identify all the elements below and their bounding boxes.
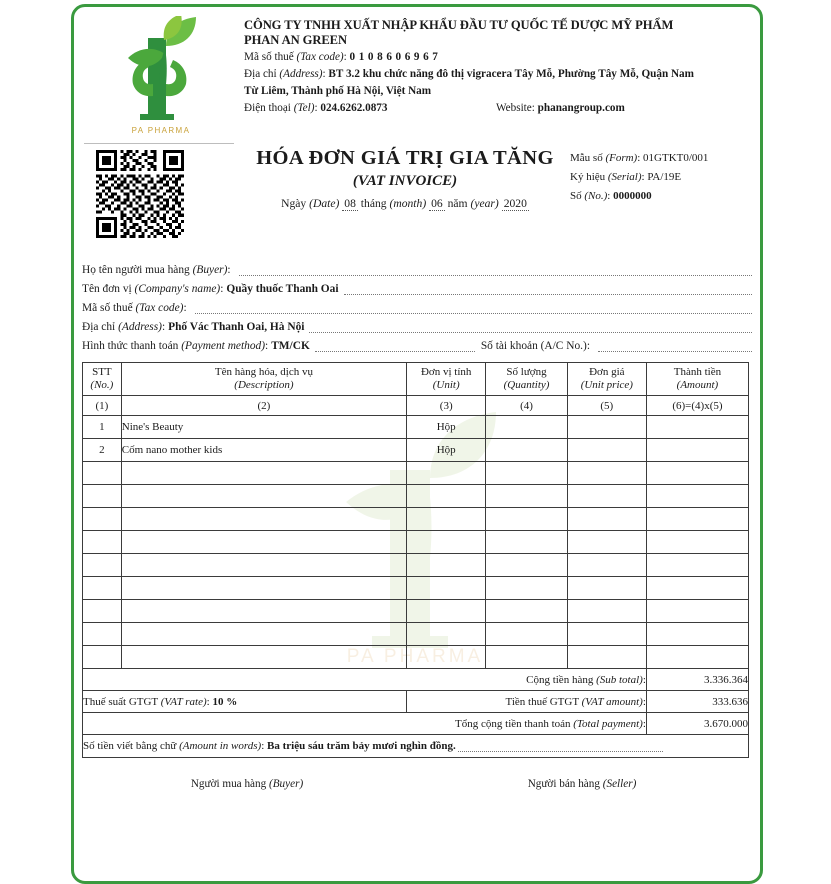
empty-cell bbox=[121, 508, 406, 531]
words-label-en: (Amount in words) bbox=[179, 740, 262, 752]
buyer-payment-fill bbox=[315, 338, 475, 352]
company-website-label: Website: bbox=[496, 102, 535, 114]
year-label-en: (year) bbox=[470, 197, 499, 210]
words-label-vi: Số tiền viết bằng chữ bbox=[83, 740, 177, 752]
month-label-en: (month) bbox=[389, 197, 427, 210]
company-address-line2: Từ Liêm, Thành phố Hà Nội, Việt Nam bbox=[244, 85, 432, 97]
vat-rate-label-en: (VAT rate) bbox=[160, 695, 207, 708]
subtotal-label-en: (Sub total) bbox=[596, 673, 643, 686]
buyer-name-row[interactable] bbox=[82, 257, 752, 276]
meta-no-label-vi: Số bbox=[570, 190, 582, 202]
empty-cell bbox=[646, 646, 748, 669]
invoice-line-items-table bbox=[82, 362, 749, 758]
company-logo bbox=[82, 16, 240, 135]
vat-amount-label-vi: Tiền thuế GTGT bbox=[505, 695, 579, 708]
empty-cell bbox=[121, 623, 406, 646]
meta-no-row: Số (No.): 0000000 bbox=[570, 190, 652, 202]
empty-cell bbox=[486, 646, 567, 669]
total-payment-row bbox=[83, 713, 749, 735]
row-2-unit-price bbox=[567, 439, 646, 462]
empty-cell bbox=[83, 623, 122, 646]
signature-buyer-en: (Buyer) bbox=[269, 778, 304, 790]
meta-serial-label-vi: Ký hiệu bbox=[570, 171, 606, 183]
empty-cell bbox=[407, 600, 486, 623]
empty-cell bbox=[83, 600, 122, 623]
signature-buyer bbox=[82, 778, 412, 790]
empty-cell bbox=[83, 554, 122, 577]
words-value: Ba triệu sáu trăm bảy mươi nghìn đồng. bbox=[267, 740, 456, 752]
row-2-no: 2 bbox=[83, 439, 122, 462]
table-row[interactable] bbox=[83, 462, 749, 485]
empty-cell bbox=[486, 485, 567, 508]
empty-cell bbox=[567, 485, 646, 508]
empty-cell bbox=[646, 531, 748, 554]
buyer-payment-label-en: (Payment method) bbox=[181, 340, 266, 352]
invoice-date-line bbox=[240, 197, 570, 210]
header-unit-price bbox=[567, 363, 646, 396]
invoice-title-group bbox=[240, 141, 570, 243]
table-row[interactable] bbox=[83, 600, 749, 623]
table-column-numbering-row bbox=[83, 396, 749, 416]
date-month-value: 06 bbox=[431, 197, 443, 210]
empty-cell bbox=[646, 600, 748, 623]
total-payment-label: Tổng cộng tiền thanh toán (Total payment): bbox=[83, 713, 647, 735]
header-quantity-en: (Quantity) bbox=[503, 379, 550, 391]
table-row[interactable] bbox=[83, 577, 749, 600]
company-tax-value: 0108606967 bbox=[349, 51, 442, 63]
header-quantity-vi: Số lượng bbox=[506, 366, 547, 378]
date-year-value: 2020 bbox=[503, 197, 527, 210]
table-row[interactable] bbox=[83, 554, 749, 577]
empty-cell bbox=[646, 577, 748, 600]
empty-cell bbox=[121, 646, 406, 669]
amount-in-words-cell: Số tiền viết bằng chữ (Amount in words): Ba triệu sáu trăm bảy mươi nghìn đồng. bbox=[83, 735, 749, 758]
buyer-account-label-vi: Số tài khoản bbox=[480, 340, 538, 352]
table-row[interactable] bbox=[83, 646, 749, 669]
buyer-account-label-en: (A/C No.) bbox=[540, 340, 587, 352]
company-address-row: Địa chỉ (Address): BT 3.2 khu chức năng đô thị vigracera Tây Mỗ, Phường Tây Mỗ, Quận Nam bbox=[244, 68, 694, 80]
invoice-title-vi: HÓA ĐƠN GIÁ TRỊ GIA TĂNG bbox=[256, 147, 554, 169]
header-unit bbox=[407, 363, 486, 396]
total-label-vi: Tổng cộng tiền thanh toán bbox=[455, 717, 571, 730]
empty-cell bbox=[121, 577, 406, 600]
colnum-5: (5) bbox=[567, 396, 646, 416]
table-row[interactable] bbox=[83, 439, 749, 462]
buyer-payment-row[interactable] bbox=[82, 333, 752, 352]
company-tax-label-en: (Tax code) bbox=[296, 51, 344, 63]
empty-cell bbox=[486, 554, 567, 577]
meta-serial-label-en: (Serial) bbox=[607, 171, 642, 183]
meta-form-label-vi: Mẫu số bbox=[570, 152, 603, 164]
total-payment-value: 3.670.000 bbox=[646, 713, 748, 735]
company-tel-label-en: (Tel) bbox=[293, 102, 315, 114]
colnum-2: (2) bbox=[121, 396, 406, 416]
empty-cell bbox=[407, 554, 486, 577]
company-website-value: phanangroup.com bbox=[537, 102, 625, 114]
header-amount-vi: Thành tiền bbox=[673, 366, 722, 378]
logo-caption: PA PHARMA bbox=[131, 126, 191, 135]
header-unit-vi: Đơn vị tính bbox=[420, 366, 472, 378]
buyer-address-fill bbox=[309, 319, 752, 333]
empty-cell bbox=[83, 577, 122, 600]
buyer-name-label: Họ tên người mua hàng (Buyer): bbox=[82, 264, 231, 276]
month-label-vi: tháng bbox=[360, 197, 387, 210]
qr-code bbox=[96, 150, 240, 243]
date-day-value: 08 bbox=[344, 197, 356, 210]
buyer-company-value: Quầy thuốc Thanh Oai bbox=[226, 283, 339, 295]
header-description bbox=[121, 363, 406, 396]
buyer-company-row[interactable] bbox=[82, 276, 752, 295]
watermark-caption: PA PHARMA bbox=[346, 646, 484, 667]
qr-code-icon bbox=[96, 150, 184, 238]
company-contact-row bbox=[244, 100, 752, 116]
buyer-company-label: Tên đơn vị (Company's name): bbox=[82, 283, 224, 295]
empty-cell bbox=[486, 600, 567, 623]
buyer-information bbox=[82, 257, 752, 352]
signature-seller-en: (Seller) bbox=[602, 778, 637, 790]
company-website-group bbox=[496, 100, 625, 116]
meta-form-value: 01GTKT0/001 bbox=[643, 152, 709, 164]
company-tel-value: 024.6262.0873 bbox=[320, 102, 388, 114]
colnum-6: (6)=(4)x(5) bbox=[646, 396, 748, 416]
buyer-name-label-en: (Buyer) bbox=[192, 264, 228, 276]
signature-seller-vi: Người bán hàng bbox=[527, 778, 600, 790]
table-row[interactable] bbox=[83, 485, 749, 508]
buyer-tax-fill bbox=[195, 300, 752, 314]
buyer-payment-label: Hình thức thanh toán (Payment method): bbox=[82, 340, 269, 352]
row-1-unit: Hộp bbox=[407, 416, 486, 439]
empty-cell bbox=[646, 462, 748, 485]
row-1-no: 1 bbox=[83, 416, 122, 439]
buyer-address-label-vi: Địa chỉ bbox=[82, 321, 116, 333]
buyer-address-value: Phố Vác Thanh Oai, Hà Nội bbox=[168, 321, 305, 333]
signature-section bbox=[82, 778, 752, 790]
buyer-account-label: Số tài khoản (A/C No.): bbox=[480, 340, 590, 352]
invoice-meta bbox=[570, 141, 752, 243]
empty-cell bbox=[407, 623, 486, 646]
buyer-address-label-en: (Address) bbox=[118, 321, 162, 333]
empty-cell bbox=[567, 554, 646, 577]
table-empty-rows bbox=[83, 462, 749, 669]
invoice-document bbox=[82, 10, 752, 820]
buyer-tax-label-vi: Mã số thuế bbox=[82, 302, 133, 314]
vat-rate-cell: Thuế suất GTGT (VAT rate): 10 % bbox=[83, 691, 407, 713]
header-description-en: (Description) bbox=[234, 379, 294, 391]
company-info bbox=[240, 10, 752, 135]
vat-amount-label: Tiền thuế GTGT (VAT amount): bbox=[407, 691, 647, 713]
empty-cell bbox=[567, 531, 646, 554]
vat-amount-value: 333.636 bbox=[646, 691, 748, 713]
row-2-description: Cốm nano mother kids bbox=[121, 439, 406, 462]
row-1-quantity bbox=[486, 416, 567, 439]
empty-cell bbox=[121, 600, 406, 623]
empty-cell bbox=[567, 577, 646, 600]
empty-cell bbox=[646, 485, 748, 508]
buyer-company-label-vi: Tên đơn vị bbox=[82, 283, 132, 295]
subtotal-row bbox=[83, 669, 749, 691]
buyer-tax-label: Mã số thuế (Tax code): bbox=[82, 302, 187, 314]
header-unit-price-vi: Đơn giá bbox=[589, 366, 625, 378]
empty-cell bbox=[407, 646, 486, 669]
empty-cell bbox=[567, 462, 646, 485]
invoice-title-en: (VAT INVOICE) bbox=[352, 173, 458, 189]
buyer-company-label-en: (Company's name) bbox=[134, 283, 221, 295]
buyer-account-fill bbox=[598, 338, 752, 352]
row-2-unit: Hộp bbox=[407, 439, 486, 462]
empty-cell bbox=[407, 577, 486, 600]
buyer-payment-value: TM/CK bbox=[271, 340, 310, 352]
header-quantity bbox=[486, 363, 567, 396]
year-label-vi: năm bbox=[447, 197, 468, 210]
empty-cell bbox=[567, 508, 646, 531]
empty-cell bbox=[121, 531, 406, 554]
vat-amount-label-en: (VAT amount) bbox=[581, 695, 643, 708]
buyer-company-fill bbox=[344, 281, 752, 295]
company-address-row2 bbox=[244, 83, 752, 99]
empty-cell bbox=[486, 531, 567, 554]
buyer-address-row[interactable] bbox=[82, 314, 752, 333]
empty-cell bbox=[646, 508, 748, 531]
vat-row bbox=[83, 691, 749, 713]
qr-divider bbox=[84, 143, 234, 144]
vat-rate-label-vi: Thuế suất GTGT bbox=[83, 695, 158, 708]
empty-cell bbox=[486, 462, 567, 485]
header-no bbox=[83, 363, 122, 396]
empty-cell bbox=[83, 485, 122, 508]
empty-cell bbox=[567, 600, 646, 623]
row-1-description: Nine's Beauty bbox=[121, 416, 406, 439]
pa-pharma-leaf-hand-icon bbox=[118, 16, 204, 120]
signature-seller bbox=[412, 778, 752, 790]
row-1-amount bbox=[646, 416, 748, 439]
table-row[interactable] bbox=[83, 416, 749, 439]
empty-cell bbox=[407, 531, 486, 554]
empty-cell bbox=[567, 623, 646, 646]
empty-cell bbox=[646, 623, 748, 646]
company-address-line1: BT 3.2 khu chức năng đô thị vigracera Tây Mỗ, Phường Tây Mỗ, Quận Nam bbox=[328, 68, 694, 80]
buyer-name-label-vi: Họ tên người mua hàng bbox=[82, 264, 190, 276]
buyer-name-fill bbox=[239, 262, 752, 276]
colnum-4: (4) bbox=[486, 396, 567, 416]
header-amount bbox=[646, 363, 748, 396]
header-unit-price-en: (Unit price) bbox=[580, 379, 633, 391]
empty-cell bbox=[567, 646, 646, 669]
colnum-3: (3) bbox=[407, 396, 486, 416]
meta-no-value: 0000000 bbox=[613, 190, 652, 202]
vat-rate-value: 10 % bbox=[212, 695, 238, 708]
row-2-amount bbox=[646, 439, 748, 462]
table-row[interactable] bbox=[83, 508, 749, 531]
company-name-line1: CÔNG TY TNHH XUẤT NHẬP KHẨU ĐẦU TƯ QUỐC TẾ DƯỢC MỸ PHẨM bbox=[244, 18, 674, 32]
words-fill bbox=[458, 740, 663, 752]
company-name-line2: PHAN AN GREEN bbox=[244, 33, 347, 47]
invoice-header bbox=[82, 10, 752, 135]
buyer-tax-row[interactable] bbox=[82, 295, 752, 314]
empty-cell bbox=[407, 508, 486, 531]
meta-form-label-en: (Form) bbox=[605, 152, 638, 164]
subtotal-label-vi: Cộng tiền hàng bbox=[526, 673, 594, 686]
row-2-quantity bbox=[486, 439, 567, 462]
empty-cell bbox=[486, 623, 567, 646]
meta-form-row: Mẫu số (Form): 01GTKT0/001 bbox=[570, 152, 709, 164]
empty-cell bbox=[121, 485, 406, 508]
header-no-vi: STT bbox=[92, 366, 112, 378]
buyer-payment-label-vi: Hình thức thanh toán bbox=[82, 340, 179, 352]
date-label-en: (Date) bbox=[309, 197, 340, 210]
row-1-unit-price bbox=[567, 416, 646, 439]
empty-cell bbox=[121, 462, 406, 485]
colnum-1: (1) bbox=[83, 396, 122, 416]
empty-cell bbox=[83, 462, 122, 485]
subtotal-label: Cộng tiền hàng (Sub total): bbox=[83, 669, 647, 691]
signature-buyer-vi: Người mua hàng bbox=[190, 778, 267, 790]
header-unit-en: (Unit) bbox=[432, 379, 460, 391]
company-tax-row: Mã số thuế (Tax code): 0108606967 bbox=[244, 51, 442, 63]
invoice-title-band bbox=[82, 141, 752, 243]
table-row[interactable] bbox=[83, 531, 749, 554]
empty-cell bbox=[83, 646, 122, 669]
table-header-row bbox=[83, 363, 749, 396]
amount-in-words-row bbox=[83, 735, 749, 758]
subtotal-value: 3.336.364 bbox=[646, 669, 748, 691]
meta-serial-row: Ký hiệu (Serial): PA/19E bbox=[570, 171, 682, 183]
buyer-tax-label-en: (Tax code) bbox=[135, 302, 184, 314]
buyer-address-label: Địa chỉ (Address): bbox=[82, 321, 166, 333]
empty-cell bbox=[83, 531, 122, 554]
header-description-vi: Tên hàng hóa, dịch vụ bbox=[214, 366, 313, 378]
logo-column bbox=[82, 10, 240, 135]
table-row[interactable] bbox=[83, 623, 749, 646]
company-address-label-en: (Address) bbox=[279, 68, 323, 80]
qr-column bbox=[82, 141, 240, 243]
company-tel-group: Điện thoại (Tel): 024.6262.0873 bbox=[244, 102, 388, 114]
empty-cell bbox=[121, 554, 406, 577]
empty-cell bbox=[646, 554, 748, 577]
total-label-en: (Total payment) bbox=[573, 717, 643, 730]
empty-cell bbox=[83, 508, 122, 531]
header-no-en: (No.) bbox=[90, 379, 114, 391]
header-amount-en: (Amount) bbox=[676, 379, 719, 391]
empty-cell bbox=[407, 462, 486, 485]
date-label-vi: Ngày bbox=[281, 197, 307, 210]
company-address-label-vi: Địa chỉ bbox=[244, 68, 277, 80]
meta-no-label-en: (No.) bbox=[584, 190, 608, 202]
empty-cell bbox=[486, 577, 567, 600]
empty-cell bbox=[486, 508, 567, 531]
meta-serial-value: PA/19E bbox=[647, 171, 682, 183]
company-tax-label-vi: Mã số thuế bbox=[244, 51, 294, 63]
company-tel-label-vi: Điện thoại bbox=[244, 102, 291, 114]
empty-cell bbox=[407, 485, 486, 508]
